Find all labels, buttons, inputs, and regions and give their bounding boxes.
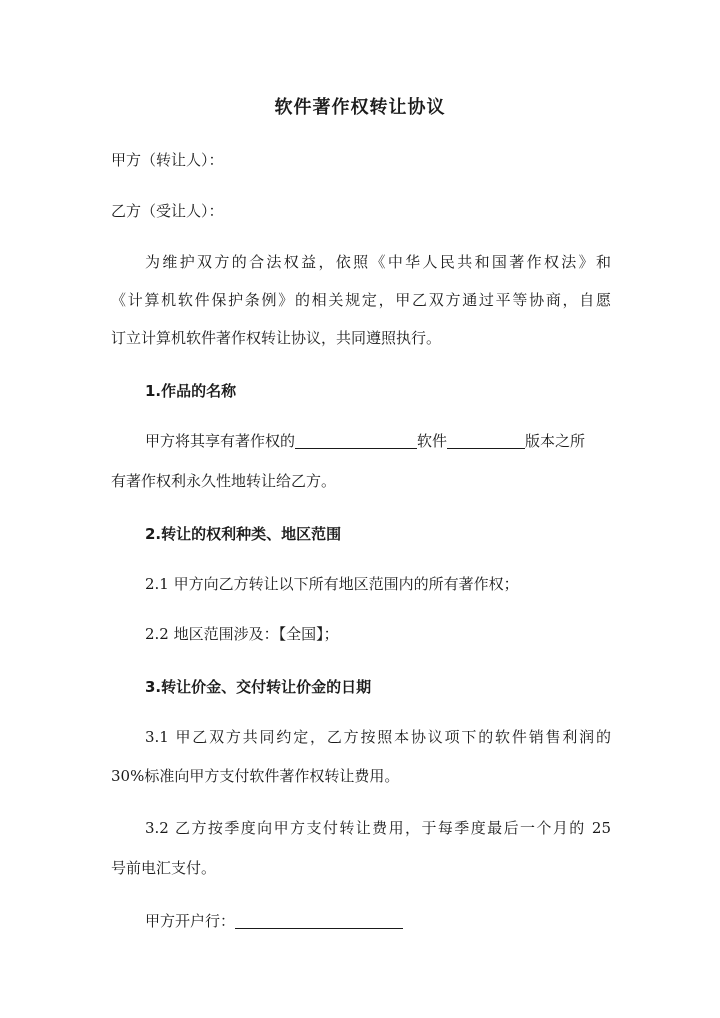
section-3-heading: 3.转让价金、交付转让价金的日期 — [145, 678, 372, 696]
section-3-item-1-line-1: 3.1 甲乙双方共同约定，乙方按照本协议项下的软件销售利润的 — [145, 728, 611, 746]
section-3-item-2-line-1: 3.2 乙方按季度向甲方支付转让费用，于每季度最后一个月的 25 — [145, 819, 611, 837]
section-2-item-2: 2.2 地区范围涉及：【全国】； — [145, 625, 339, 643]
section-2-item-1: 2.1 甲方向乙方转让以下所有地区范围内的所有著作权； — [145, 575, 519, 593]
intro-line-2: 《计算机软件保护条例》的相关规定，甲乙双方通过平等协商，自愿 — [111, 291, 611, 309]
section-3-item-2-line-2: 号前电汇支付。 — [111, 859, 217, 877]
section-1-text-b: 软件 — [417, 432, 448, 450]
section-1-line-2: 有著作权利永久性地转让给乙方。 — [111, 472, 337, 490]
bank-label: 甲方开户行： — [145, 912, 236, 930]
section-1-text-a: 甲方将其享有著作权的 — [145, 432, 296, 450]
intro-line-1: 为维护双方的合法权益，依照《中华人民共和国著作权法》和 — [145, 253, 611, 271]
bank-line — [145, 911, 645, 931]
document-title: 软件著作权转让协议 — [274, 97, 446, 118]
section-2-heading: 2.转让的权利种类、地区范围 — [145, 525, 342, 543]
bank-blank — [235, 912, 403, 929]
section-1-text-c: 版本之所 — [525, 432, 586, 450]
party-b-label: 乙方（受让人）： — [111, 202, 224, 220]
section-1-line-1 — [145, 431, 611, 451]
intro-line-3: 订立计算机软件著作权转让协议，共同遵照执行。 — [111, 329, 442, 347]
party-a-label: 甲方（转让人）： — [111, 151, 224, 169]
section-3-item-1-line-2: 30%标准向甲方支付软件著作权转让费用。 — [111, 767, 400, 785]
software-version-blank — [447, 432, 525, 449]
software-name-blank — [295, 432, 417, 449]
section-1-heading: 1.作品的名称 — [145, 382, 237, 400]
